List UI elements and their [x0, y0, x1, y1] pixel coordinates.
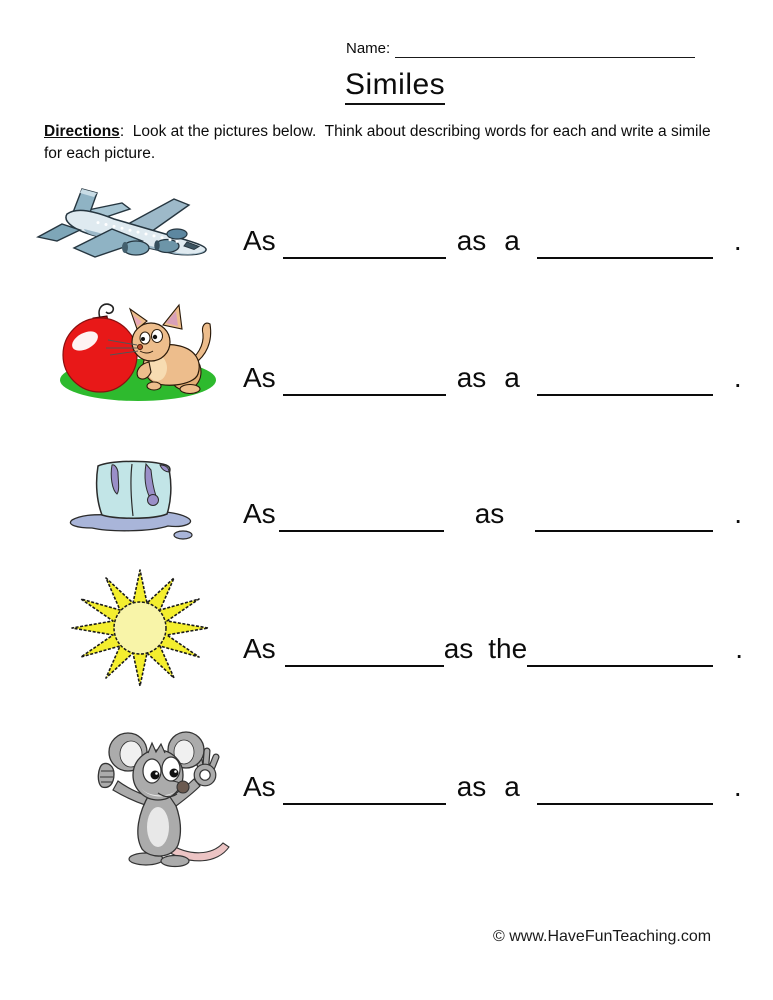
sentence-word: as — [456, 771, 487, 802]
sentence-word: As — [243, 498, 276, 529]
sentence-word: As — [243, 633, 276, 664]
answer-blank[interactable] — [283, 362, 446, 396]
sentence-word: As — [243, 362, 276, 393]
sentence-word: as — [474, 498, 505, 529]
cat-with-red-ball-illustration — [48, 302, 216, 407]
copyright-text: © www.HaveFunTeaching.com — [493, 928, 712, 945]
directions-body: : Look at the pictures below. Think about describing words for each and write a simile for each picture. — [44, 123, 715, 162]
answer-blank[interactable] — [535, 498, 713, 532]
sentence-word: . — [733, 225, 742, 256]
melting-ice-cube-illustration — [62, 450, 202, 547]
answer-blank[interactable] — [285, 633, 444, 667]
answer-blank[interactable] — [279, 498, 444, 532]
sentence-word: . — [733, 771, 742, 802]
sentence-word: a — [504, 225, 520, 256]
directions-label: Directions — [44, 123, 120, 140]
answer-blank[interactable] — [537, 225, 713, 259]
simile-sentence-3 — [243, 498, 742, 532]
sentence-word: . — [735, 633, 743, 664]
answer-blank[interactable] — [283, 771, 446, 805]
name-answer-blank[interactable] — [395, 40, 695, 58]
name-label: Name: — [346, 40, 391, 57]
directions-text — [44, 121, 715, 165]
sentence-word: as — [456, 225, 487, 256]
sentence-word: As — [243, 225, 276, 256]
sentence-word: as — [456, 362, 487, 393]
page-title: Similes — [345, 68, 445, 105]
answer-blank[interactable] — [527, 633, 713, 667]
simile-sentence-4 — [243, 633, 743, 667]
answer-blank[interactable] — [283, 225, 446, 259]
sentence-word: the — [488, 633, 528, 664]
answer-blank[interactable] — [537, 362, 713, 396]
simile-sentence-1 — [243, 225, 742, 259]
mouse-illustration — [72, 731, 234, 883]
name-line — [346, 40, 695, 58]
sentence-word: a — [504, 771, 520, 802]
sentence-word: As — [243, 771, 276, 802]
airplane-illustration — [36, 184, 216, 281]
simile-sentence-2 — [243, 362, 742, 396]
sun-illustration — [68, 566, 214, 695]
sentence-word: . — [733, 362, 742, 393]
sentence-word: as — [443, 633, 474, 664]
answer-blank[interactable] — [537, 771, 713, 805]
sentence-word: a — [504, 362, 520, 393]
sentence-word: . — [734, 498, 743, 529]
simile-sentence-5 — [243, 771, 742, 805]
